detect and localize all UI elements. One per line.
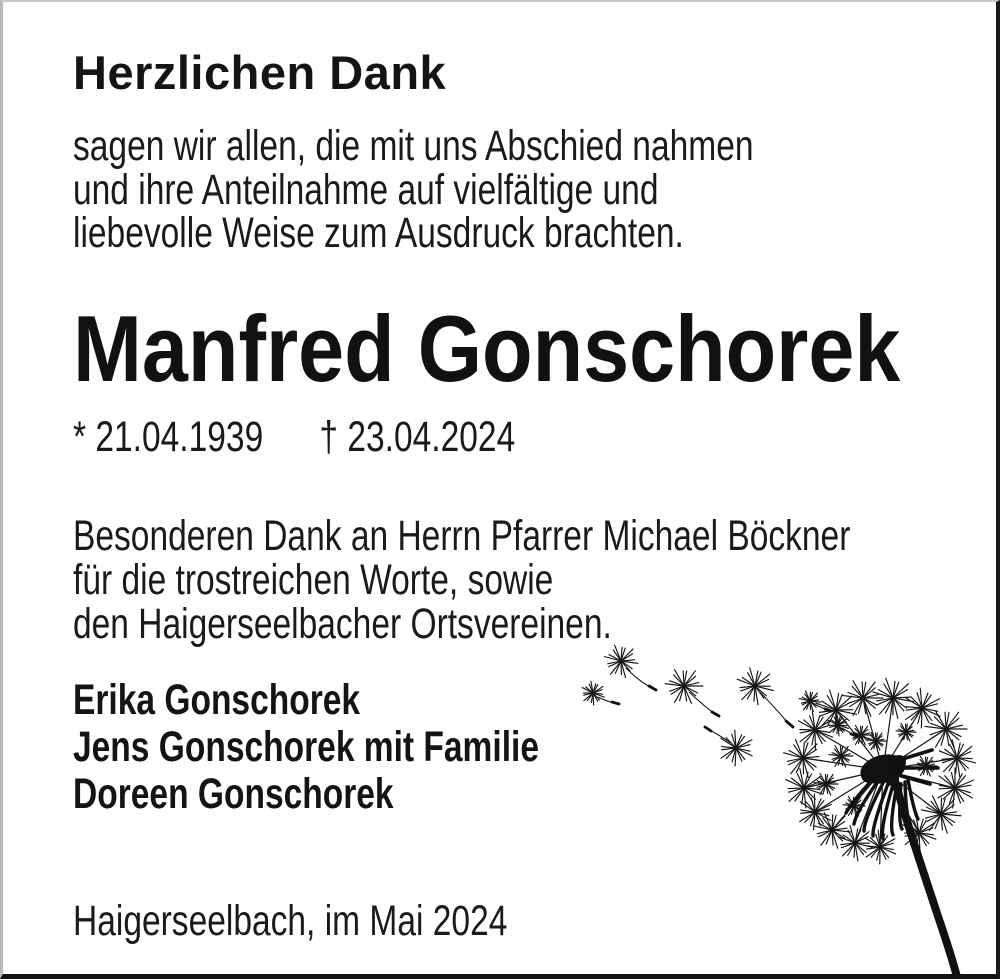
place-and-date: Haigerseelbach, im Mai 2024 xyxy=(73,897,508,945)
thanks-line: Besonderen Dank an Herrn Pfarrer Michael Böckner xyxy=(73,512,851,560)
thanks-line: für die trostreichen Worte, sowie xyxy=(73,556,554,604)
intro-paragraph xyxy=(73,122,754,257)
mourner-name: Jens Gonschorek mit Familie xyxy=(73,723,540,771)
dandelion-icon xyxy=(558,598,998,977)
intro-line: und ihre Anteilnahme auf vielfältige und xyxy=(73,165,659,214)
notice-heading: Herzlichen Dank xyxy=(73,46,447,99)
mourner-name: Erika Gonschorek xyxy=(73,676,361,724)
death-date: † 23.04.2024 xyxy=(319,413,516,461)
birth-date: * 21.04.1939 xyxy=(73,413,264,461)
thanks-line: den Haigerseelbacher Ortsvereinen. xyxy=(73,600,612,648)
intro-line: liebevolle Weise zum Ausdruck brachten. xyxy=(73,209,684,257)
mourners-list xyxy=(73,677,539,818)
life-dates xyxy=(73,414,515,460)
mourner-name: Doreen Gonschorek xyxy=(73,770,394,818)
intro-line: sagen wir allen, die mit uns Abschied nahmen xyxy=(73,122,754,170)
deceased-name: Manfred Gonschorek xyxy=(73,296,901,401)
